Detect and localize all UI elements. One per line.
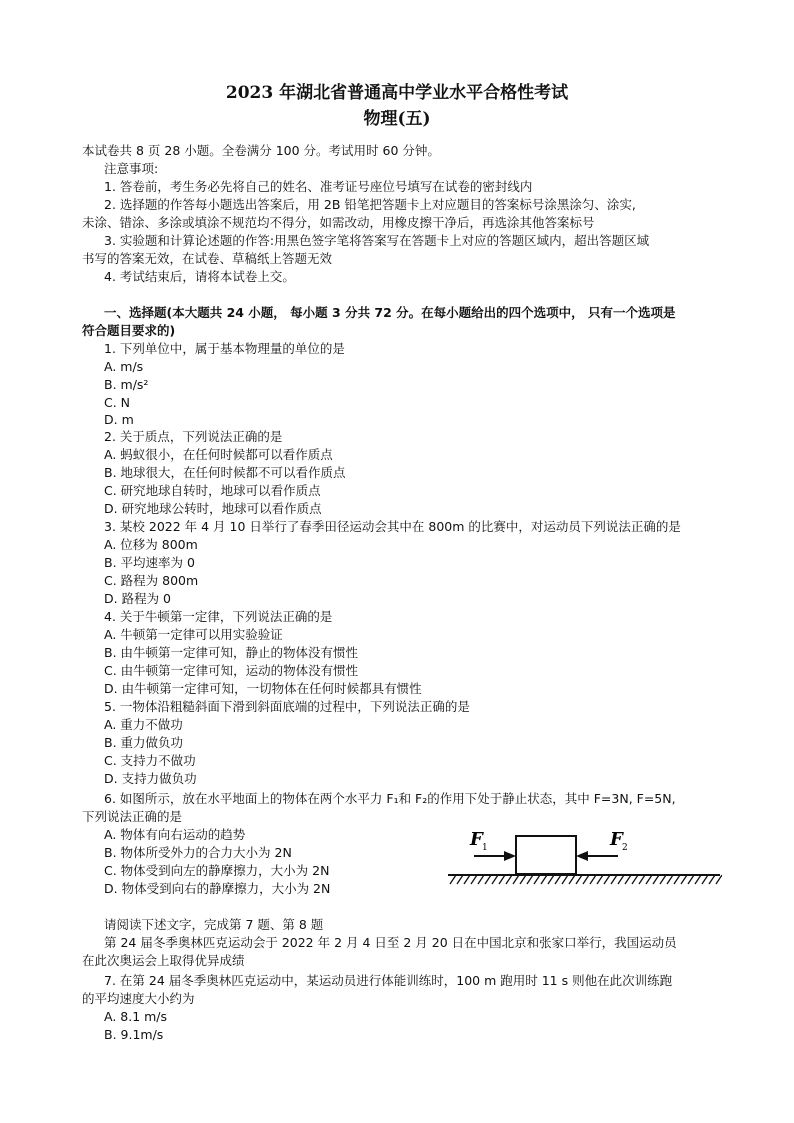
hatch-line	[506, 875, 512, 884]
q2-option-b: B. 地球很大，在任何时候都不可以看作质点	[104, 465, 346, 480]
q1-option-b: B. m/s²	[104, 377, 149, 392]
q7-option-a: A. 8.1 m/s	[104, 1009, 168, 1024]
hatch-line	[611, 875, 617, 884]
hatch-line	[492, 875, 498, 884]
passage-lead: 请阅读下述文字，完成第 7 题、第 8 题	[104, 917, 324, 932]
q3-option-d: D. 路程为 0	[104, 591, 171, 606]
f1-arrowhead	[504, 851, 516, 861]
note-1: 1. 答卷前，考生务必先将自己的姓名、准考证号座位号填写在试卷的密封线内	[104, 179, 533, 194]
hatch-line	[583, 875, 589, 884]
hatch-line	[450, 875, 456, 884]
section-heading: 一、选择题(本大题共 24 小题， 每小题 3 分共 72 分。在每小题给出的四个选项中， 只有一个选项是	[104, 305, 676, 320]
hatch-line	[541, 875, 547, 884]
hatch-line	[695, 875, 701, 884]
note-3-cont: 书写的答案无效，在试卷、草稿纸上答题无效	[82, 251, 333, 266]
force-diagram	[446, 820, 722, 890]
q4-stem: 4. 关于牛顿第一定律，下列说法正确的是	[104, 609, 333, 624]
q5-option-a: A. 重力不做功	[104, 717, 183, 732]
block	[516, 836, 576, 874]
q4-option-b: B. 由牛顿第一定律可知，静止的物体没有惯性	[104, 645, 359, 660]
hatch-line	[660, 875, 666, 884]
hatch-line	[590, 875, 596, 884]
q4-option-c: C. 由牛顿第一定律可知，运动的物体没有惯性	[104, 663, 359, 678]
q6-stem-cont: 下列说法正确的是	[82, 809, 183, 824]
hatch-line	[464, 875, 470, 884]
hatch-line	[632, 875, 638, 884]
hatch-line	[555, 875, 561, 884]
q1-stem: 1. 下列单位中，属于基本物理量的单位的是	[104, 341, 345, 356]
q7-option-b: B. 9.1m/s	[104, 1027, 164, 1042]
q5-option-d: D. 支持力做负功	[104, 771, 197, 786]
hatch-line	[674, 875, 680, 884]
q5-option-b: B. 重力做负功	[104, 735, 184, 750]
q3-option-b: B. 平均速率为 0	[104, 555, 195, 570]
hatch-line	[646, 875, 652, 884]
hatch-line	[569, 875, 575, 884]
q3-stem: 3. 某校 2022 年 4 月 10 日举行了春季田径运动会其中在 800m 的比赛中，对运动员下列说法正确的是	[104, 519, 681, 534]
note-4: 4. 考试结束后，请将本试卷上交。	[104, 269, 295, 284]
hatch-line	[653, 875, 659, 884]
q2-option-d: D. 研究地球公转时，地球可以看作质点	[104, 501, 322, 516]
note-2: 2. 选择题的作答每小题选出答案后，用 2B 铅笔把答题卡上对应题目的答案标号涂黑涂匀、涂实,	[104, 197, 636, 212]
hatch-line	[520, 875, 526, 884]
hatch-line	[604, 875, 610, 884]
q6-option-a: A. 物体有向右运动的趋势	[104, 827, 246, 842]
passage-text-cont: 在此次奥运会上取得优异成绩	[82, 953, 245, 968]
hatch-line	[478, 875, 484, 884]
hatch-line	[618, 875, 624, 884]
section-heading-cont: 符合题目要求的)	[82, 323, 176, 338]
exam-summary: 本试卷共 8 页 28 小题。全卷满分 100 分。考试用时 60 分钟。	[82, 143, 440, 158]
f2-arrowhead	[576, 851, 588, 861]
hatch-line	[639, 875, 645, 884]
hatch-line	[625, 875, 631, 884]
hatch-line	[681, 875, 687, 884]
f1-label: F	[470, 829, 483, 850]
hatch-line	[576, 875, 582, 884]
q5-option-c: C. 支持力不做功	[104, 753, 196, 768]
hatch-line	[534, 875, 540, 884]
q1-option-a: A. m/s	[104, 359, 144, 374]
q3-option-c: C. 路程为 800m	[104, 573, 199, 588]
hatch-line	[702, 875, 708, 884]
q6-option-d: D. 物体受到向右的静摩擦力，大小为 2N	[104, 881, 331, 896]
q2-stem: 2. 关于质点，下列说法正确的是	[104, 429, 283, 444]
q6-option-c: C. 物体受到向左的静摩擦力，大小为 2N	[104, 863, 330, 878]
q4-option-a: A. 牛顿第一定律可以用实验验证	[104, 627, 283, 642]
hatch-line	[716, 875, 722, 884]
q6-option-b: B. 物体所受外力的合力大小为 2N	[104, 845, 292, 860]
hatch-line	[709, 875, 715, 884]
hatch-line	[548, 875, 554, 884]
hatch-line	[667, 875, 673, 884]
hatch-line	[471, 875, 477, 884]
q2-option-a: A. 蚂蚁很小，在任何时候都可以看作质点	[104, 447, 333, 462]
q6-stem: 6. 如图所示，放在水平地面上的物体在两个水平力 F₁和 F₂的作用下处于静止状态，其中 F=3N, F=5N,	[104, 791, 676, 806]
f1-subscript: 1	[482, 843, 488, 853]
passage-text: 第 24 届冬季奥林匹克运动会于 2022 年 2 月 4 日至 2 月 20 日在中国北京和张家口举行，我国运动员	[104, 935, 677, 950]
exam-subtitle: 物理(五)	[363, 109, 431, 129]
q5-stem: 5. 一物体沿粗糙斜面下滑到斜面底端的过程中，下列说法正确的是	[104, 699, 470, 714]
hatch-line	[688, 875, 694, 884]
hatch-line	[597, 875, 603, 884]
f2-subscript: 2	[622, 843, 628, 853]
q4-option-d: D. 由牛顿第一定律可知，一切物体在任何时候都具有惯性	[104, 681, 422, 696]
q3-option-a: A. 位移为 800m	[104, 537, 198, 552]
q7-stem-cont: 的平均速度大小约为	[82, 991, 195, 1006]
hatch-line	[527, 875, 533, 884]
hatch-line	[485, 875, 491, 884]
q1-option-c: C. N	[104, 395, 131, 410]
hatch-line	[562, 875, 568, 884]
note-2-cont: 未涂、错涂、多涂或填涂不规范均不得分，如需改动，用橡皮擦干净后，再选涂其他答案标号	[82, 215, 595, 230]
note-3: 3. 实验题和计算论述题的作答:用黑色签字笔将答案写在答题卡上对应的答题区域内，超出答题区域	[104, 233, 650, 248]
hatch-line	[457, 875, 463, 884]
hatch-line	[513, 875, 519, 884]
q7-stem: 7. 在第 24 届冬季奥林匹克运动中，某运动员进行体能训练时，100 m 跑用时 11 s 则他在此次训练跑	[104, 973, 673, 988]
notes-heading: 注意事项:	[104, 161, 159, 176]
q2-option-c: C. 研究地球自转时，地球可以看作质点	[104, 483, 321, 498]
hatch-line	[499, 875, 505, 884]
ground-hatching	[450, 875, 722, 884]
f2-label: F	[610, 829, 623, 850]
exam-title: 2023 年湖北省普通高中学业水平合格性考试	[225, 83, 569, 103]
q1-option-d: D. m	[104, 412, 134, 427]
